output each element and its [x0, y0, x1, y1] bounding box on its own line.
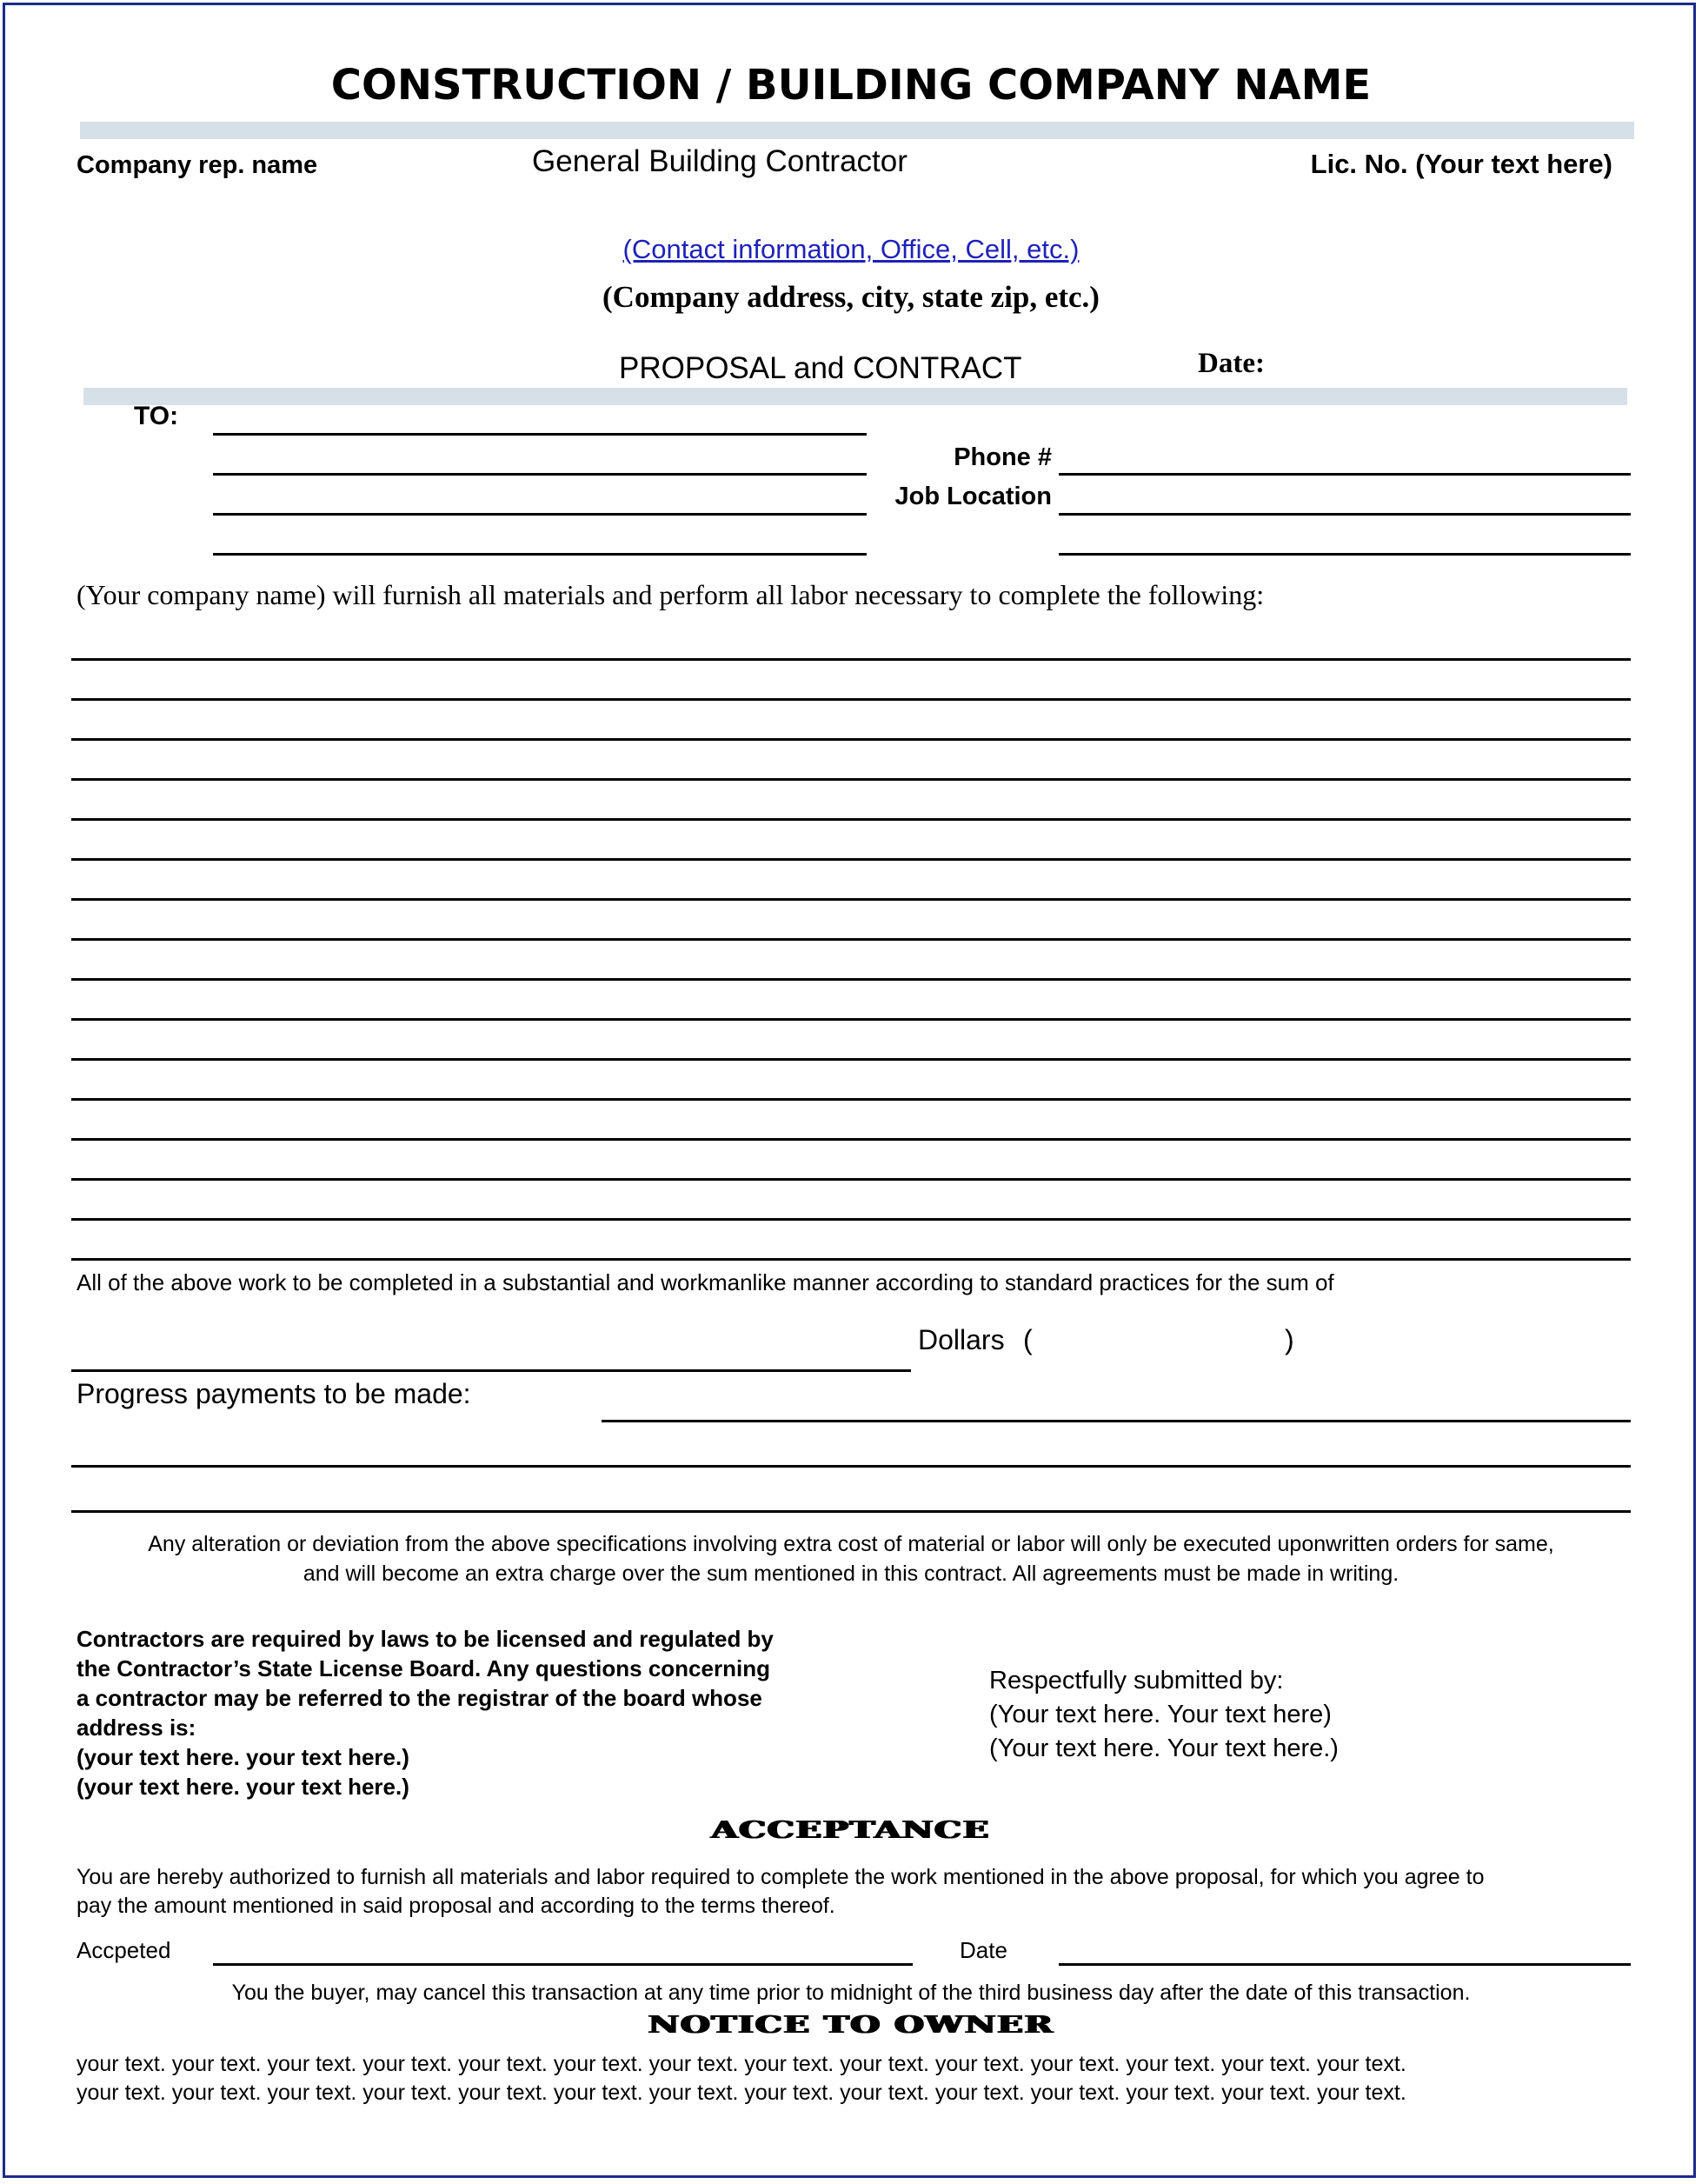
- license-notice-line: (your text here. your text here.): [76, 1774, 409, 1800]
- amount-paren-close: ): [1285, 1324, 1294, 1355]
- accepted-signature-line[interactable]: [213, 1963, 913, 1966]
- job-location-line-1[interactable]: [1059, 513, 1631, 516]
- notice-text-line-2: your text. your text. your text. your text. your text. your text. your text. your text. your text. your text. your text. your text. your text. your text.: [76, 2081, 1406, 2105]
- license-number: Lic. No. (Your text here): [1310, 149, 1612, 179]
- acceptance-date-label: Date: [960, 1937, 1007, 1963]
- submitted-by-line-2: (Your text here. Your text here.): [989, 1735, 1339, 1762]
- cancel-text: You the buyer, may cancel this transaction at any time prior to midnight of the third business day after the date of this transaction.: [231, 1981, 1471, 2005]
- work-line[interactable]: [71, 698, 1631, 701]
- company-address: (Company address, city, state zip, etc.): [602, 280, 1100, 314]
- to-line-2[interactable]: [213, 473, 867, 476]
- work-line[interactable]: [71, 1018, 1631, 1021]
- company-name: CONSTRUCTION / BUILDING COMPANY NAME: [330, 61, 1372, 110]
- progress-line-2[interactable]: [71, 1465, 1631, 1468]
- license-notice-line: Contractors are required by laws to be licensed and regulated by: [76, 1626, 774, 1652]
- amount-field[interactable]: [1040, 1323, 1283, 1355]
- progress-line-1[interactable]: [602, 1420, 1631, 1422]
- notice-heading-wrap: [0, 2012, 1702, 2039]
- alteration-line-1: Any alteration or deviation from the above specifications involving extra cost of material or labor will only be executed uponwritten orders for same,: [148, 1532, 1554, 1556]
- license-notice-line: the Contractor’s State License Board. Any questions concerning: [76, 1655, 770, 1681]
- work-line[interactable]: [71, 858, 1631, 861]
- acceptance-date-line[interactable]: [1059, 1963, 1631, 1966]
- progress-line-3[interactable]: [71, 1510, 1631, 1513]
- header-band: [80, 122, 1634, 139]
- phone-line[interactable]: [1059, 473, 1631, 476]
- work-line[interactable]: [71, 978, 1631, 981]
- sum-words-line[interactable]: [71, 1369, 911, 1372]
- acceptance-text-line-1: You are hereby authorized to furnish all materials and labor required to complete the work mentioned in the above proposal, for which you agree to: [76, 1865, 1485, 1889]
- proposal-band: [83, 388, 1627, 405]
- license-notice-line: (your text here. your text here.): [76, 1744, 409, 1770]
- to-line-3[interactable]: [213, 513, 867, 516]
- work-line[interactable]: [71, 658, 1631, 661]
- work-line[interactable]: [71, 898, 1631, 901]
- proposal-title: PROPOSAL and CONTRACT: [619, 351, 1022, 385]
- contractor-type: General Building Contractor: [532, 144, 908, 178]
- alteration-line-2: and will become an extra charge over the sum mentioned in this contract. All agreements must be made in writing.: [303, 1561, 1399, 1586]
- work-line[interactable]: [71, 1218, 1631, 1221]
- license-notice-line: address is:: [76, 1715, 196, 1741]
- progress-payments-label: Progress payments to be made:: [76, 1378, 471, 1409]
- license-notice-line: a contractor may be referred to the registrar of the board whose: [76, 1685, 762, 1711]
- page-border: [3, 3, 1696, 2178]
- dollars-label: Dollars: [918, 1324, 1005, 1355]
- work-line[interactable]: [71, 1178, 1631, 1181]
- sum-text: All of the above work to be completed in a substantial and workmanlike manner according to standard practices for the sum of: [76, 1269, 1334, 1295]
- work-line[interactable]: [71, 1138, 1631, 1141]
- accepted-label: Accpeted: [76, 1937, 171, 1963]
- submitted-by-line-1: (Your text here. Your text here): [989, 1701, 1332, 1728]
- work-line[interactable]: [71, 1098, 1631, 1101]
- to-line-1[interactable]: [213, 433, 867, 436]
- contact-info-link[interactable]: (Contact information, Office, Cell, etc.): [622, 234, 1080, 264]
- to-line-4[interactable]: [213, 553, 867, 556]
- acceptance-text-line-2: pay the amount mentioned in said proposal and according to the terms thereof.: [76, 1894, 835, 1918]
- amount-paren-open: (: [1023, 1324, 1033, 1355]
- work-line[interactable]: [71, 938, 1631, 941]
- job-location-label: Job Location: [894, 483, 1052, 510]
- work-intro: (Your company name) will furnish all materials and perform all labor necessary to complete the following:: [76, 579, 1265, 610]
- to-label: TO:: [134, 402, 179, 430]
- rep-name: Company rep. name: [76, 151, 318, 179]
- acceptance-heading: ACCEPTANCE: [711, 1817, 991, 1844]
- work-line[interactable]: [71, 1258, 1631, 1261]
- phone-label: Phone #: [954, 443, 1052, 471]
- notice-text-line-1: your text. your text. your text. your text. your text. your text. your text. your text. your text. your text. your text. your text. your text. your text.: [76, 2052, 1406, 2076]
- date-label: Date:: [1198, 348, 1265, 379]
- work-line[interactable]: [71, 818, 1631, 821]
- work-line[interactable]: [71, 778, 1631, 781]
- submitted-by-label: Respectfully submitted by:: [989, 1667, 1284, 1695]
- job-location-line-2[interactable]: [1059, 553, 1631, 556]
- notice-heading: NOTICE TO OWNER: [648, 2012, 1054, 2039]
- acceptance-heading-wrap: [0, 1817, 1702, 1844]
- work-line[interactable]: [71, 1058, 1631, 1061]
- work-line[interactable]: [71, 738, 1631, 741]
